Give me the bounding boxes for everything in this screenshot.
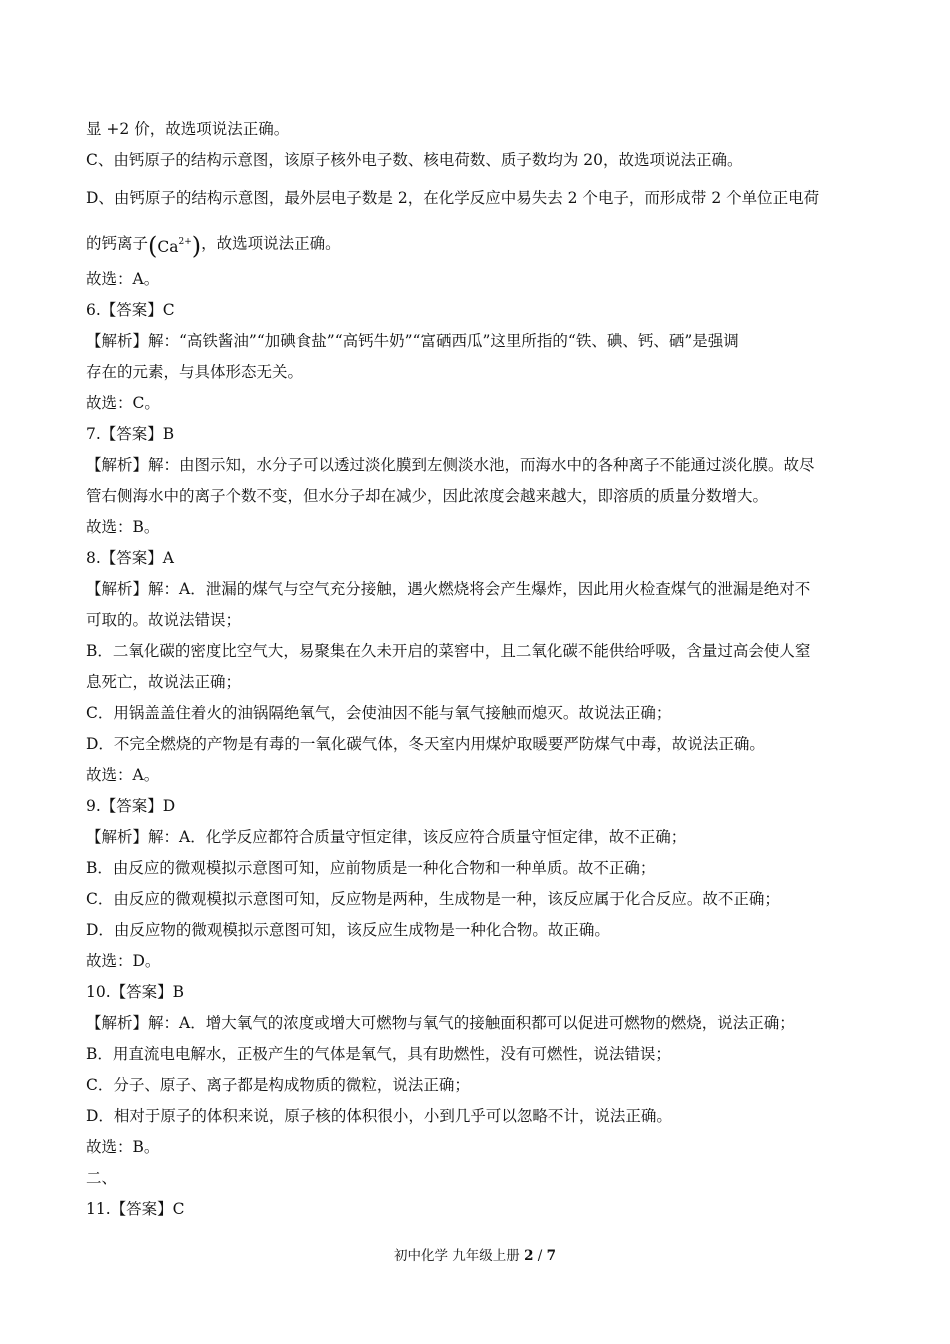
answer-heading: 11.【答案】C [86,1200,185,1218]
text-line: C、由钙原子的结构示意图，该原子核外电子数、核电荷数、质子数均为 20，故选项说法正确。 [86,151,743,169]
answer-heading: 6.【答案】C [86,301,175,319]
ion-charge: 2+ [178,237,192,247]
text-line: B．二氧化碳的密度比空气大，易聚集在久未开启的菜窖中，且二氧化碳不能供给呼吸，含量过高会使人窒 [86,642,811,660]
text-line: 【解析】解：A．增大氧气的浓度或增大可燃物与氧气的接触面积都可以促进可燃物的燃烧，说法正确； [86,1014,795,1032]
text-line: 【解析】解：A．泄漏的煤气与空气充分接触，遇火燃烧将会产生爆炸，因此用火检查煤气的泄漏是绝对不 [86,580,811,598]
text-line: C．用锅盖盖住着火的油锅隔绝氧气，会使油因不能与氧气接触而熄灭。故说法正确； [86,704,672,722]
text-line: D．由反应物的微观模拟示意图可知，该反应生成物是一种化合物。故正确。 [86,921,610,939]
text-line: D．相对于原子的体积来说，原子核的体积很小，小到几乎可以忽略不计，说法正确。 [86,1107,672,1125]
page-content [86,114,866,1225]
text-line: C．由反应的微观模拟示意图可知，反应物是两种，生成物是一种，该反应属于化合反应。故不正确； [86,890,780,908]
text-line: 存在的元素，与具体形态无关。 [86,363,304,381]
text-fragment: ，故选项说法正确。 [201,234,341,253]
text-line: 【解析】解：“高铁酱油”“加碘食盐”“高钙牛奶”“富硒西瓜”这里所指的“铁、碘、钙、硒”是强调 [86,332,739,350]
text-line: B．由反应的微观模拟示意图可知，应前物质是一种化合物和一种单质。故不正确； [86,859,656,877]
page-number: 2 [524,1248,534,1264]
text-line: 故选：B。 [86,1138,160,1156]
text-line: 故选：C。 [86,394,160,412]
text-line: 息死亡，故说法正确； [86,673,242,691]
page-total: 7 [546,1248,557,1264]
calcium-ion-formula: $(Ca^{2+})$ [148,232,202,260]
text-line: 故选：A。 [86,270,160,288]
text-line: 【解析】解：由图示知，水分子可以透过淡化膜到左侧淡水池，而海水中的各种离子不能通过淡化膜。故尽 [86,456,815,474]
text-line: 故选：D。 [86,952,161,970]
text-line: 可取的。故说法错误； [86,611,242,629]
page-footer [0,1244,950,1264]
answer-heading: 9.【答案】D [86,797,176,815]
section-heading: 二、 [86,1169,118,1187]
text-line: C．分子、原子、离子都是构成物质的微粒，说法正确； [86,1076,470,1094]
answer-heading: 8.【答案】A [86,549,174,567]
text-fragment: 的钙离子 [86,234,149,253]
answer-heading: 7.【答案】B [86,425,175,443]
footer-label: 初中化学 九年级上册 [393,1248,520,1264]
text-line: 管右侧海水中的离子个数不变，但水分子却在减少，因此浓度会越来越大，即溶质的质量分数增大。 [86,487,769,505]
text-line: D、由钙原子的结构示意图，最外层电子数是 2，在化学反应中易失去 2 个电子，而形成带 2 个单位正电荷 [86,189,820,207]
text-line: 故选：B。 [86,518,160,536]
answer-heading: 10.【答案】B [86,983,185,1001]
text-line: 显 +2 价，故选项说法正确。 [86,120,290,138]
ion-symbol: Ca [157,238,179,256]
text-line: D．不完全燃烧的产物是有毒的一氧化碳气体，冬天室内用煤炉取暖要严防煤气中毒，故说法正确。 [86,735,765,753]
text-line: 【解析】解：A．化学反应都符合质量守恒定律，该反应符合质量守恒定律，故不正确； [86,828,687,846]
text-line: B．用直流电电解水，正极产生的气体是氧气，具有助燃性，没有可燃性，说法错误； [86,1045,671,1063]
page-separator: / [537,1248,543,1264]
text-line-with-ion [86,220,866,264]
text-line: 故选：A。 [86,766,160,784]
